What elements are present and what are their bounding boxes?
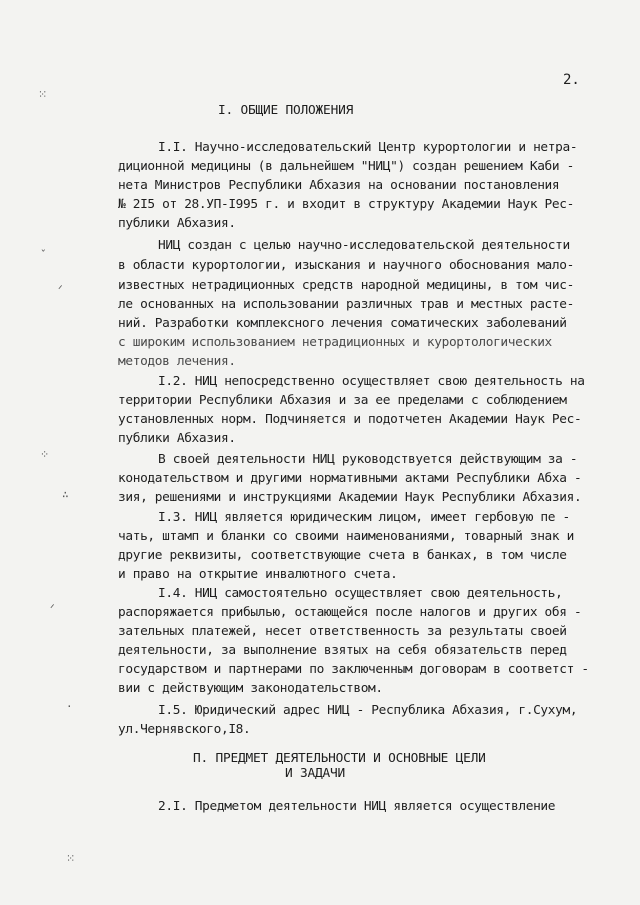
text-line: I.3. НИЦ является юридическим лицом, имеет гербовую пе - [158, 510, 570, 525]
text-line: № 2I5 от 28.УП-I995 г. и входит в структуру Академии Наук Рес- [118, 197, 574, 212]
text-line: I.5. Юридический адрес НИЦ - Республика Абхазия, г.Сухум, [158, 703, 578, 718]
text-line: диционной медицины (в дальнейшем "НИЦ") создан решением Каби - [118, 159, 574, 174]
scan-artifact: ⁙ [66, 852, 76, 865]
text-line: территории Республики Абхазия и за ее пределами с соблюдением [118, 393, 567, 408]
section-2-title-line-2: И ЗАДАЧИ [285, 766, 346, 781]
scan-artifact: ᐟ [58, 283, 63, 296]
text-line: 2.I. Предметом деятельности НИЦ является осуществление [158, 799, 556, 814]
text-line: другие реквизиты, соответствующие счета в банках, в том числе [118, 548, 567, 563]
text-line: I.2. НИЦ непосредственно осуществляет свою деятельность на [158, 374, 585, 389]
text-line: зательных платежей, несет ответственность за результаты своей [118, 624, 567, 639]
text-line: в области курортологии, изыскания и научного обоснования мало- [118, 258, 574, 273]
text-line: В своей деятельности НИЦ руководствуется действующим за - [158, 452, 578, 467]
scan-artifact: · [66, 700, 73, 713]
text-line: ул.Чернявского,I8. [118, 722, 251, 737]
scan-artifact: ᐟ [50, 602, 55, 615]
scan-artifact: ⁘ [40, 448, 50, 461]
text-line: вии с действующим законодательством. [118, 681, 383, 696]
scan-artifact: ⁙ [38, 88, 48, 101]
text-line: и право на открытие инвалютного счета. [118, 567, 398, 582]
text-line: I.4. НИЦ самостоятельно осуществляет свою деятельность, [158, 586, 563, 601]
text-line: публики Абхазия. [118, 216, 236, 231]
text-line: известных нетрадиционных средств народной медицины, в том чис- [118, 278, 574, 293]
text-line: методов лечения. [118, 354, 236, 369]
text-line: I.I. Научно-исследовательский Центр курортологии и нетра- [158, 140, 578, 155]
text-line: установленных норм. Подчиняется и подотчетен Академии Наук Рес- [118, 412, 582, 427]
scan-artifact: ˇ [40, 248, 47, 261]
text-line: ний. Разработки комплексного лечения соматических заболеваний [118, 316, 567, 331]
section-1-title: I. ОБЩИЕ ПОЛОЖЕНИЯ [218, 103, 354, 118]
text-line: деятельности, за выполнение взятых на себя обязательств перед [118, 643, 567, 658]
text-line: чать, штамп и бланки со своими наименованиями, товарный знак и [118, 529, 574, 544]
text-line: с широким использованием нетрадиционных и курортологических [118, 335, 552, 350]
text-line: нета Министров Республики Абхазия на основании постановления [118, 178, 560, 193]
text-line: публики Абхазия. [118, 431, 236, 446]
text-line: зия, решениями и инструкциями Академии Наук Республики Абхазия. [118, 490, 582, 505]
section-2-title-line-1: П. ПРЕДМЕТ ДЕЯТЕЛЬНОСТИ И ОСНОВНЫЕ ЦЕЛИ [193, 751, 486, 766]
text-line: конодательством и другими нормативными актами Республики Абха - [118, 471, 582, 486]
scan-artifact: ∴ [62, 488, 69, 501]
page-number: 2. [563, 72, 580, 88]
text-line: распоряжается прибылью, остающейся после налогов и других обя - [118, 605, 582, 620]
text-line: государством и партнерами по заключенным договорам в соответст - [118, 662, 589, 677]
text-line: ле основанных на использовании различных трав и местных расте- [118, 297, 574, 312]
text-line: НИЦ создан с целью научно-исследовательской деятельности [158, 238, 570, 253]
